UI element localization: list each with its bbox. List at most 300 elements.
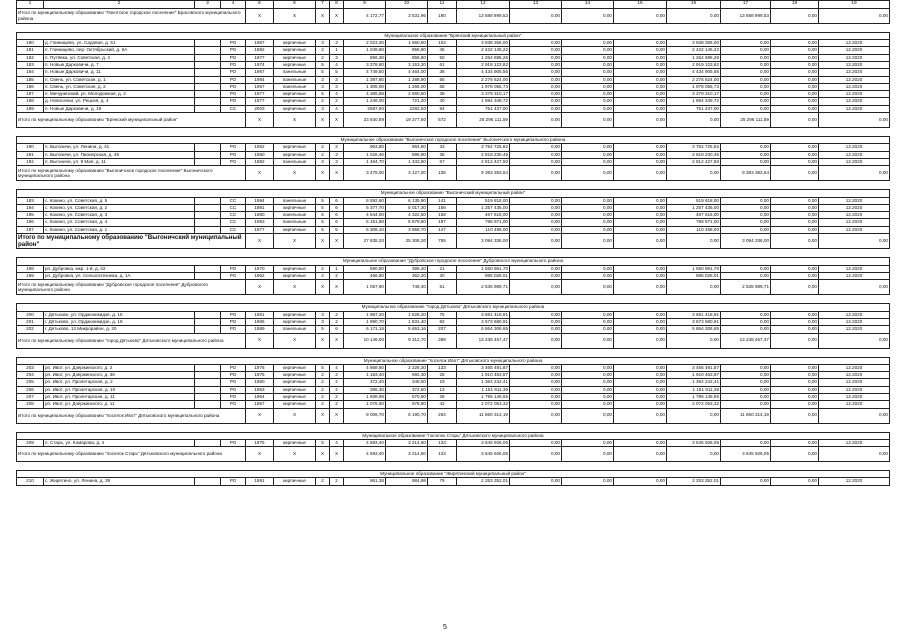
table-row — [17, 83, 890, 90]
data-cell — [195, 61, 221, 68]
total-cell: 25 296 111,59 — [721, 113, 771, 128]
data-cell: 0,00 — [721, 98, 771, 105]
data-cell: 2 276 624,00 — [667, 76, 721, 83]
data-cell: 1 828,20 — [386, 311, 428, 318]
total-cell: X — [274, 280, 316, 295]
total-row — [17, 408, 890, 423]
data-cell: кирпичные — [274, 151, 316, 158]
data-cell: 75 — [428, 311, 457, 318]
data-cell: 0,00 — [771, 47, 819, 54]
data-cell: 1 831,40 — [386, 318, 428, 325]
data-cell: 0,00 — [562, 83, 614, 90]
data-cell: 2 — [330, 98, 344, 105]
data-cell: 1 978 055,73 — [457, 83, 510, 90]
header-cell: 10 — [386, 1, 428, 9]
total-cell: X — [330, 8, 344, 23]
data-cell: панельные — [274, 158, 316, 165]
data-cell — [195, 76, 221, 83]
data-cell: 210 — [17, 478, 44, 485]
data-cell: 1 796 149,55 — [457, 394, 510, 401]
data-cell: 5 — [316, 91, 330, 98]
header-cell: 11 — [428, 1, 457, 9]
data-cell: 1977 — [246, 91, 274, 98]
total-row — [17, 8, 890, 23]
data-cell: 0,00 — [721, 76, 771, 83]
data-cell: 1960 — [246, 379, 274, 386]
data-cell: 1 660,60 — [386, 40, 428, 47]
data-cell: 1 257 435,00 — [457, 204, 510, 211]
total-cell: 3 094 336,00 — [721, 234, 771, 249]
total-cell: X — [246, 447, 274, 462]
data-cell: 13 — [428, 386, 457, 393]
data-cell: 5 — [316, 69, 330, 76]
total-cell: 0,00 — [667, 280, 721, 295]
total-cell: X — [246, 8, 274, 23]
data-cell: 12.2020 — [819, 61, 890, 68]
data-cell: 1 151 911,36 — [457, 386, 510, 393]
data-cell — [195, 265, 221, 272]
data-cell: 0,00 — [614, 326, 667, 333]
data-cell: 0,00 — [562, 105, 614, 112]
data-cell: 1983 — [246, 219, 274, 226]
header-cell: 3 — [195, 1, 221, 9]
data-cell: 1961 — [246, 311, 274, 318]
data-cell: 2 818 230,45 — [457, 151, 510, 158]
capital-repair-table — [16, 0, 890, 486]
data-cell: 5 864 306,65 — [667, 326, 721, 333]
data-cell: рп. Ивот, ул. Дзержинского, д. 11 — [44, 401, 195, 408]
data-cell: 0,00 — [614, 212, 667, 219]
spacer-row — [17, 128, 890, 137]
data-cell: 0,00 — [562, 372, 614, 379]
data-cell: 1 076,60 — [344, 401, 386, 408]
section-title: Муниципальное образование "город Дятьково" Дятьковского муниципального района — [17, 304, 890, 311]
data-cell: 2 — [330, 372, 344, 379]
data-cell: 0,00 — [510, 386, 562, 393]
data-cell: 0,00 — [510, 144, 562, 151]
data-cell: 0,00 — [510, 364, 562, 371]
data-cell: 4 — [330, 105, 344, 112]
data-cell: 3 681 418,91 — [667, 311, 721, 318]
data-cell: 180 — [17, 40, 44, 47]
data-cell: 0,00 — [510, 105, 562, 112]
total-row — [17, 113, 890, 128]
data-cell: 0,00 — [510, 76, 562, 83]
data-cell: 466,80 — [344, 273, 386, 280]
data-cell: 0,00 — [562, 91, 614, 98]
data-cell — [195, 105, 221, 112]
data-cell: 0,00 — [510, 212, 562, 219]
data-cell: рп. Ивот, ул. Дзержинского, д. 2 — [44, 364, 195, 371]
data-cell: 0,00 — [771, 273, 819, 280]
data-cell: панельные — [274, 83, 316, 90]
data-cell: 0,00 — [510, 40, 562, 47]
data-cell: 0,00 — [771, 91, 819, 98]
data-cell: 0,00 — [771, 69, 819, 76]
total-cell: 135 — [428, 166, 457, 181]
data-cell — [195, 439, 221, 446]
data-cell: РО — [221, 364, 246, 371]
data-cell: 2 — [316, 98, 330, 105]
spacer-row — [17, 249, 890, 258]
data-cell: 0,00 — [614, 394, 667, 401]
data-cell: 4 544,00 — [344, 212, 386, 219]
data-cell: 12.2020 — [819, 54, 890, 61]
spacer-cell — [17, 128, 890, 137]
total-title: Итого по муниципальному образованию "город Дятьково" Дятьковского муниципального района — [17, 333, 246, 348]
data-cell: 0,00 — [510, 326, 562, 333]
data-cell: 0,00 — [562, 98, 614, 105]
data-cell: кирпичные — [274, 311, 316, 318]
data-cell: РО — [221, 98, 246, 105]
data-cell: 203 — [17, 364, 44, 371]
data-cell: 5 — [316, 61, 330, 68]
total-cell: X — [246, 333, 274, 348]
data-cell: 1 894 349,72 — [667, 98, 721, 105]
data-cell: 4 — [330, 364, 344, 371]
data-cell: 1963 — [246, 386, 274, 393]
data-cell: 12.2020 — [819, 401, 890, 408]
data-cell: д. Новоселки, ул. Рецкая, д. 4 — [44, 98, 195, 105]
data-cell: рп. Ивот, ул. Пролетарская, д. 11 — [44, 394, 195, 401]
data-cell: 0,00 — [721, 151, 771, 158]
data-cell: 0,00 — [721, 478, 771, 485]
data-cell: 1 264 695,26 — [667, 54, 721, 61]
data-cell: 1994 — [246, 197, 274, 204]
data-cell: 3 754 725,82 — [457, 144, 510, 151]
data-cell: 1987 — [246, 69, 274, 76]
data-cell: 0,00 — [771, 83, 819, 90]
data-cell: с. Кокино, ул. Советская, д. 5 — [44, 197, 195, 204]
total-cell: 0,00 — [562, 166, 614, 181]
data-cell: РО — [221, 47, 246, 54]
data-cell: 3 — [316, 83, 330, 90]
data-cell: 12.2020 — [819, 83, 890, 90]
total-cell: 0,00 — [510, 280, 562, 295]
data-cell — [195, 69, 221, 76]
data-cell: 1 264 695,26 — [457, 54, 510, 61]
data-cell: 0,00 — [614, 91, 667, 98]
data-cell: 0,00 — [562, 478, 614, 485]
data-cell — [195, 54, 221, 61]
data-cell: 0,00 — [510, 61, 562, 68]
data-cell: 5 — [316, 326, 330, 333]
data-cell: рп. Ивот, ул. Пролетарская, д. 10 — [44, 386, 195, 393]
data-cell: 0,00 — [510, 83, 562, 90]
data-cell: 570,90 — [386, 394, 428, 401]
data-cell: 4 434 905,56 — [457, 69, 510, 76]
data-cell: с. Кокино, ул. Советская, д. 3 — [44, 212, 195, 219]
total-cell: 0,00 — [562, 8, 614, 23]
data-cell: 0,00 — [721, 401, 771, 408]
data-cell: РО — [221, 151, 246, 158]
header-cell: 6 — [274, 1, 316, 9]
table-row — [17, 364, 890, 371]
data-cell: 2 — [316, 265, 330, 272]
data-cell: кирпичные — [274, 204, 316, 211]
data-cell: 0,00 — [614, 105, 667, 112]
data-cell: 205 — [17, 379, 44, 386]
table-row — [17, 40, 890, 47]
section-row — [17, 432, 890, 439]
table-row — [17, 326, 890, 333]
data-cell — [195, 204, 221, 211]
data-cell: 0,00 — [721, 54, 771, 61]
data-cell: 3 — [330, 76, 344, 83]
data-cell: 1977 — [246, 226, 274, 233]
table-row — [17, 61, 890, 68]
data-cell: 0,00 — [562, 379, 614, 386]
table-row — [17, 311, 890, 318]
data-cell: кирпичные — [274, 91, 316, 98]
total-cell: 264 — [428, 408, 457, 423]
data-cell: 898,90 — [386, 151, 428, 158]
data-cell: 2 — [316, 401, 330, 408]
data-cell: панельные — [274, 197, 316, 204]
data-cell: 0,00 — [562, 364, 614, 371]
data-cell: 1 343,80 — [386, 158, 428, 165]
data-cell: 0,00 — [562, 47, 614, 54]
data-cell: 2003 — [246, 105, 274, 112]
data-cell: 3 — [316, 158, 330, 165]
data-cell: 5 151,88 — [344, 219, 386, 226]
data-cell: 3 645 926,05 — [667, 439, 721, 446]
table-row — [17, 54, 890, 61]
total-row — [17, 447, 890, 462]
table-row — [17, 265, 890, 272]
data-cell: 12.2020 — [819, 158, 890, 165]
data-cell: 519 818,00 — [667, 197, 721, 204]
data-cell: 0,00 — [510, 273, 562, 280]
data-cell: 79 — [428, 478, 457, 485]
data-cell: 158 — [428, 212, 457, 219]
table-row — [17, 372, 890, 379]
data-cell: 0,00 — [771, 326, 819, 333]
data-cell: 0,00 — [721, 204, 771, 211]
data-cell: кирпичные — [274, 61, 316, 68]
data-cell: РО — [221, 439, 246, 446]
data-cell: 3 — [316, 311, 330, 318]
total-cell: 0,00 — [562, 113, 614, 128]
data-cell: 5 309,10 — [344, 226, 386, 233]
total-cell: 0,00 — [614, 113, 667, 128]
data-cell: 2 660,50 — [386, 91, 428, 98]
data-cell: 190 — [17, 144, 44, 151]
data-cell: 0,00 — [614, 197, 667, 204]
data-cell: 84 — [428, 105, 457, 112]
total-cell: X — [246, 113, 274, 128]
data-cell: 5 — [316, 364, 330, 371]
data-cell: 0,00 — [721, 69, 771, 76]
data-cell: 0,00 — [771, 151, 819, 158]
data-cell: 12.2020 — [819, 439, 890, 446]
total-title: Итого по муниципальному образованию "Локотское городское поселение" Брасовского муниципального района — [17, 8, 246, 23]
data-cell: 12.2020 — [819, 105, 890, 112]
total-cell: 0,00 — [614, 333, 667, 348]
data-cell: 1 550 961,70 — [457, 265, 510, 272]
data-cell: СС — [221, 105, 246, 112]
data-cell: 12.2020 — [819, 76, 890, 83]
data-cell: 362,20 — [386, 273, 428, 280]
data-cell: 1981 — [246, 204, 274, 211]
data-cell: 0,00 — [721, 265, 771, 272]
total-cell: 180 — [428, 8, 457, 23]
total-cell: X — [316, 113, 330, 128]
data-cell: 12.2020 — [819, 151, 890, 158]
data-cell: 0,00 — [771, 144, 819, 151]
total-cell: X — [246, 234, 274, 249]
total-title: Итого по муниципальному образованию "Выгоничский муниципальный район" — [17, 234, 246, 249]
data-cell: 0,00 — [721, 91, 771, 98]
total-cell: 13 688 999,53 — [721, 8, 771, 23]
total-cell: 0,00 — [510, 234, 562, 249]
total-cell: 11 660 314,19 — [721, 408, 771, 423]
total-cell: 3 094 336,00 — [457, 234, 510, 249]
total-title: Итого по муниципальному образованию "Брянский муниципальный район" — [17, 113, 246, 128]
data-cell: 141 — [428, 197, 457, 204]
data-cell: 2 023,30 — [344, 40, 386, 47]
data-cell: 4 — [330, 439, 344, 446]
data-cell: рп. Ивот, ул. Пролетарская, д. 2 — [44, 379, 195, 386]
total-cell: 19 377,60 — [386, 113, 428, 128]
data-cell: 147 — [428, 226, 457, 233]
data-cell: 0,00 — [510, 219, 562, 226]
data-cell: 1980 — [246, 151, 274, 158]
data-cell: 0,00 — [510, 91, 562, 98]
table-row — [17, 219, 890, 226]
data-cell: 0,00 — [771, 478, 819, 485]
data-cell: 0,00 — [771, 54, 819, 61]
data-cell: 1962 — [246, 273, 274, 280]
data-cell: 39 — [428, 91, 457, 98]
data-cell: 590,80 — [344, 265, 386, 272]
spacer-row — [17, 181, 890, 190]
data-cell: 0,00 — [721, 212, 771, 219]
data-cell: 200 — [17, 311, 44, 318]
data-cell: 0,00 — [721, 40, 771, 47]
total-cell: 3 214,60 — [386, 447, 428, 462]
data-cell: кирпичные — [274, 40, 316, 47]
data-cell: 0,00 — [510, 311, 562, 318]
data-cell: 0,00 — [721, 386, 771, 393]
data-cell — [195, 197, 221, 204]
data-cell: 5 653,16 — [386, 326, 428, 333]
data-cell: п. Новые Дарковичи, д. 11 — [44, 69, 195, 76]
data-cell: 0,00 — [771, 372, 819, 379]
data-cell: 0,00 — [771, 76, 819, 83]
total-cell: 0,00 — [667, 408, 721, 423]
data-cell: 3 214,60 — [386, 439, 428, 446]
table-row — [17, 439, 890, 446]
header-cell: 2 — [44, 1, 195, 9]
data-cell: кирпичные — [274, 386, 316, 393]
data-cell: 12.2020 — [819, 91, 890, 98]
data-cell: 3 673 680,91 — [667, 318, 721, 325]
data-cell: 61 — [428, 61, 457, 68]
total-cell: X — [330, 408, 344, 423]
data-cell: 184 — [17, 69, 44, 76]
data-cell: 963,80 — [344, 144, 386, 151]
data-cell: 133 — [428, 439, 457, 446]
total-cell: 0,00 — [771, 234, 819, 249]
data-cell: 12.2020 — [819, 478, 890, 485]
data-cell: 3 645 926,05 — [457, 439, 510, 446]
total-cell: X — [330, 333, 344, 348]
data-cell: 12.2020 — [819, 265, 890, 272]
data-cell: 21 — [428, 265, 457, 272]
data-cell — [195, 47, 221, 54]
data-cell: г. Дятьково, 13 Микрорайон, д. 20 — [44, 326, 195, 333]
spacer-row — [17, 462, 890, 471]
data-cell: 0,00 — [721, 219, 771, 226]
data-cell: 1 508,98 — [344, 394, 386, 401]
data-cell: 1 910 463,87 — [457, 372, 510, 379]
section-row — [17, 304, 890, 311]
total-row — [17, 280, 890, 295]
data-cell: с. Жирятино, ул. Ленина, д. 39 — [44, 478, 195, 485]
data-cell: п. Выгоничи, ул. Пионерская, д. 45 — [44, 151, 195, 158]
data-cell: 1977 — [246, 98, 274, 105]
table-row — [17, 386, 890, 393]
data-cell: 3 — [330, 151, 344, 158]
header-cell: 15 — [614, 1, 667, 9]
data-cell: 0,00 — [510, 372, 562, 379]
data-cell: 0,00 — [510, 69, 562, 76]
data-cell: 1982 — [246, 158, 274, 165]
data-cell: 2 — [316, 144, 330, 151]
data-cell: 181 — [17, 47, 44, 54]
data-cell: 751 437,00 — [667, 105, 721, 112]
data-cell: СС — [221, 226, 246, 233]
data-cell — [195, 91, 221, 98]
data-cell: рп. Ивот, ул. Дзержинского, д. 36 — [44, 372, 195, 379]
data-cell: 50 — [428, 54, 457, 61]
data-cell: 2 — [316, 394, 330, 401]
section-title: Муниципальное образование "поселок Старь" Дятьковского муниципального района — [17, 432, 890, 439]
data-cell: кирпичные — [274, 47, 316, 54]
data-cell: 12.2020 — [819, 394, 890, 401]
data-cell: 0,00 — [562, 76, 614, 83]
total-row — [17, 333, 890, 348]
data-cell: 0,00 — [562, 197, 614, 204]
data-cell — [195, 326, 221, 333]
data-cell: 0,00 — [614, 226, 667, 233]
data-cell: 199 — [17, 273, 44, 280]
spacer-row — [17, 423, 890, 432]
data-cell: 0,00 — [614, 478, 667, 485]
total-cell: X — [330, 447, 344, 462]
total-cell: 0,00 — [771, 166, 819, 181]
data-cell: РО — [221, 76, 246, 83]
total-cell: 0,00 — [667, 333, 721, 348]
data-cell: 206 — [17, 386, 44, 393]
data-cell: 1991 — [246, 478, 274, 485]
data-cell: 110 496,00 — [457, 226, 510, 233]
data-cell: 3 681 418,91 — [457, 311, 510, 318]
section-title: Муниципальное образование "Брянский муниципальный район" — [17, 32, 890, 39]
data-cell: 6 — [330, 326, 344, 333]
data-cell: 0,00 — [771, 219, 819, 226]
data-cell: кирпичные — [274, 478, 316, 485]
data-cell: п. Новые Дарковичи, д. 7 — [44, 61, 195, 68]
data-cell: 3 378,80 — [344, 61, 386, 68]
data-cell: 2 812 427,50 — [457, 158, 510, 165]
data-cell: кирпичные — [274, 379, 316, 386]
data-cell: 1 257 435,00 — [667, 204, 721, 211]
data-cell: 25 — [428, 372, 457, 379]
data-cell: 0,00 — [614, 311, 667, 318]
data-cell: 1 288,90 — [386, 76, 428, 83]
